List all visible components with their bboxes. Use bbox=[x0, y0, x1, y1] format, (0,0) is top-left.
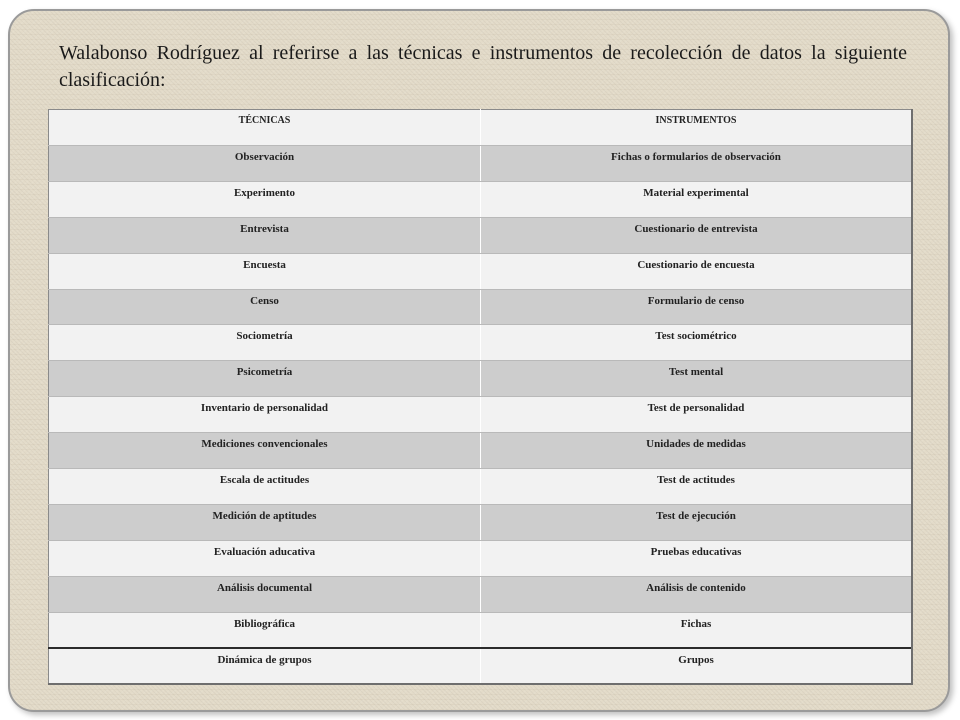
instrument-cell: Pruebas educativas bbox=[481, 540, 913, 576]
table-row bbox=[49, 253, 913, 289]
instrument-cell: Cuestionario de entrevista bbox=[481, 217, 913, 253]
technique-cell: Escala de actitudes bbox=[49, 469, 481, 505]
instrument-cell: Test de personalidad bbox=[481, 397, 913, 433]
table-row bbox=[49, 325, 913, 361]
table-row bbox=[49, 217, 913, 253]
technique-cell: Inventario de personalidad bbox=[49, 397, 481, 433]
instrument-cell: Fichas bbox=[481, 612, 913, 648]
table-header-row bbox=[49, 110, 913, 146]
table-row bbox=[49, 145, 913, 181]
table-row bbox=[49, 361, 913, 397]
technique-cell: Experimento bbox=[49, 181, 481, 217]
table-row bbox=[49, 576, 913, 612]
technique-cell: Análisis documental bbox=[49, 576, 481, 612]
instrument-cell: Test de ejecución bbox=[481, 504, 913, 540]
table-row bbox=[49, 504, 913, 540]
technique-cell: Medición de aptitudes bbox=[49, 504, 481, 540]
instrument-cell: Grupos bbox=[481, 648, 913, 684]
table-row bbox=[49, 397, 913, 433]
instrument-cell: Fichas o formularios de observación bbox=[481, 145, 913, 181]
instrument-cell: Test de actitudes bbox=[481, 469, 913, 505]
instrument-cell: Unidades de medidas bbox=[481, 433, 913, 469]
table-row bbox=[49, 469, 913, 505]
instrument-cell: Cuestionario de encuesta bbox=[481, 253, 913, 289]
table-row bbox=[49, 181, 913, 217]
technique-cell: Observación bbox=[49, 145, 481, 181]
header-instruments: INSTRUMENTOS bbox=[481, 110, 913, 146]
table-row bbox=[49, 433, 913, 469]
technique-cell: Entrevista bbox=[49, 217, 481, 253]
technique-cell: Bibliográfica bbox=[49, 612, 481, 648]
classification-table bbox=[48, 109, 913, 685]
instrument-cell: Formulario de censo bbox=[481, 289, 913, 325]
table-row bbox=[49, 648, 913, 684]
technique-cell: Psicometría bbox=[49, 361, 481, 397]
table-row bbox=[49, 289, 913, 325]
technique-cell: Mediciones convencionales bbox=[49, 433, 481, 469]
instrument-cell: Material experimental bbox=[481, 181, 913, 217]
technique-cell: Evaluación aducativa bbox=[49, 540, 481, 576]
technique-cell: Encuesta bbox=[49, 253, 481, 289]
technique-cell: Dinámica de grupos bbox=[49, 648, 481, 684]
header-techniques: TÉCNICAS bbox=[49, 110, 481, 146]
technique-cell: Censo bbox=[49, 289, 481, 325]
intro-text: Walabonso Rodríguez al referirse a las técnicas e instrumentos de recolección de datos la siguiente clasificación: bbox=[59, 42, 907, 91]
instrument-cell: Test sociométrico bbox=[481, 325, 913, 361]
techniques-instruments-table bbox=[48, 109, 913, 685]
instrument-cell: Análisis de contenido bbox=[481, 576, 913, 612]
table-row bbox=[49, 540, 913, 576]
instrument-cell: Test mental bbox=[481, 361, 913, 397]
technique-cell: Sociometría bbox=[49, 325, 481, 361]
table-row bbox=[49, 612, 913, 648]
